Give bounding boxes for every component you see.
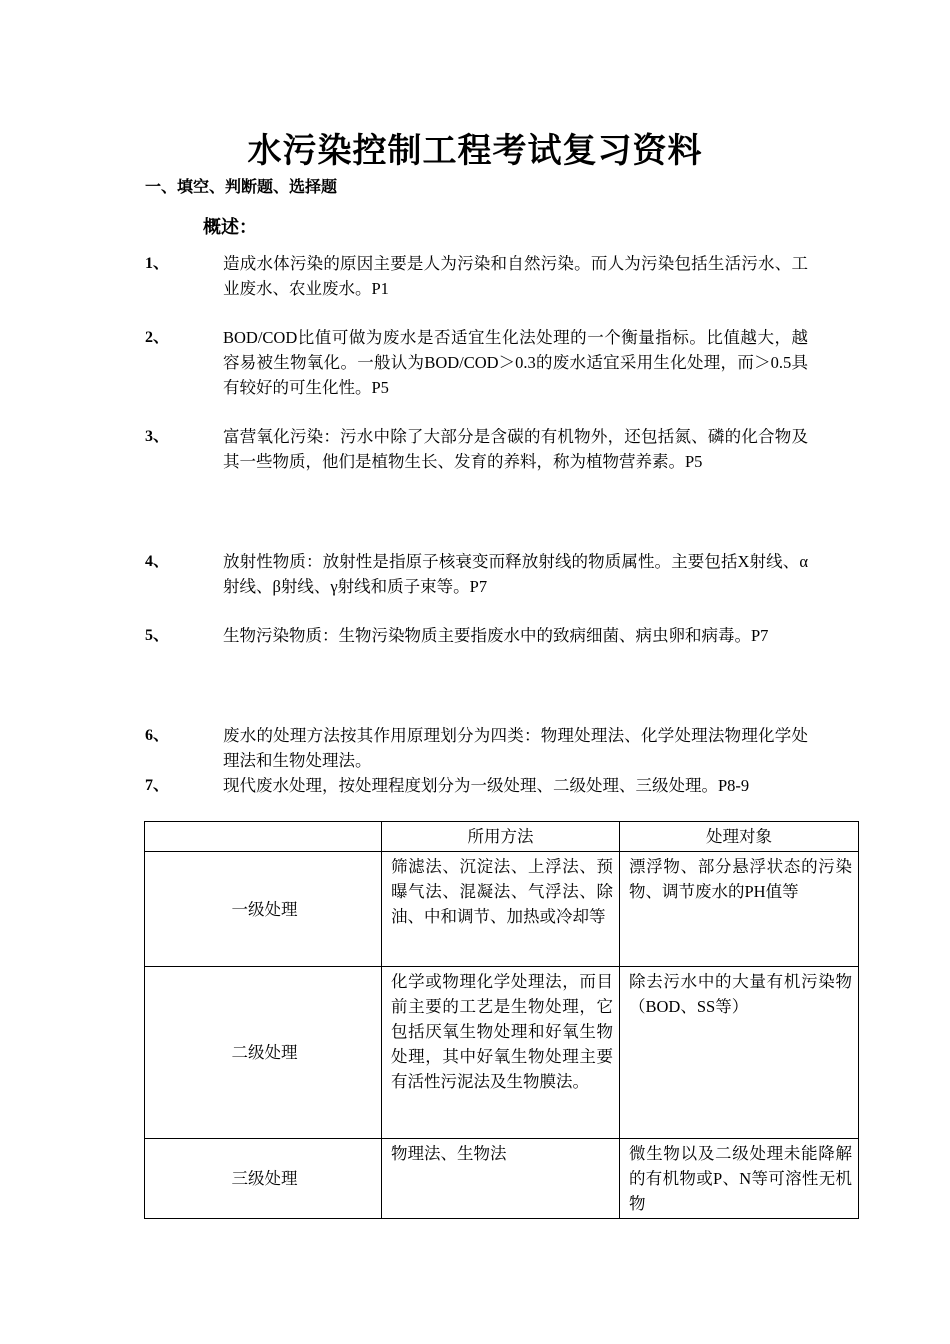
- item-number: 7、: [145, 777, 170, 794]
- item-number: 3、: [145, 428, 170, 445]
- item-text: 放射性物质：放射性是指原子核衰变而释放射线的物质属性。主要包括X射线、α射线、β射线、γ射线和质子束等。P7: [223, 552, 808, 596]
- header-cell-level: [145, 822, 382, 852]
- table-row: [145, 852, 859, 967]
- document-title: 水污染控制工程考试复习资料: [247, 133, 703, 170]
- target-cell: 除去污水中的大量有机污染物（BOD、SS等）: [620, 967, 859, 1139]
- table-header-row: [145, 822, 859, 852]
- header-cell-method: 所用方法: [382, 822, 620, 852]
- header-cell-target: 处理对象: [620, 822, 859, 852]
- target-cell: 微生物以及二级处理未能降解的有机物或P、N等可溶性无机物: [620, 1139, 859, 1219]
- item-text: 造成水体污染的原因主要是人为污染和自然污染。而人为污染包括生活污水、工业废水、农业废水。P1: [223, 254, 808, 298]
- method-cell: 化学或物理化学处理法，而目前主要的工艺是生物处理，它包括厌氧生物处理和好氧生物处理，其中好氧生物处理主要有活性污泥法及生物膜法。: [382, 967, 620, 1139]
- item-text: 生物污染物质：生物污染物质主要指废水中的致病细菌、病虫卵和病毒。P7: [223, 626, 769, 645]
- table-row: [145, 1139, 859, 1219]
- item-number: 1、: [145, 255, 170, 272]
- item-text: 废水的处理方法按其作用原理划分为四类：物理处理法、化学处理法物理化学处理法和生物处理法。: [223, 726, 808, 770]
- level-cell: 三级处理: [145, 1139, 382, 1219]
- item-number: 2、: [145, 329, 170, 346]
- item-number: 6、: [145, 727, 170, 744]
- level-cell: 二级处理: [145, 967, 382, 1139]
- sub-heading: 概述：: [203, 217, 257, 237]
- item-text: 富营氧化污染：污水中除了大部分是含碳的有机物外，还包括氮、磷的化合物及其一些物质，他们是植物生长、发育的养料，称为植物营养素。P5: [223, 427, 808, 471]
- item-text: BOD/COD比值可做为废水是否适宜生化法处理的一个衡量指标。比值越大，越容易被生物氧化。一般认为BOD/COD＞0.3的废水适宜采用生化处理，而＞0.5具有较好的可生化性。P5: [223, 328, 808, 397]
- table-row: [145, 967, 859, 1139]
- target-cell: 漂浮物、部分悬浮状态的污染物、调节废水的PH值等: [620, 852, 859, 967]
- item-number: 4、: [145, 553, 170, 570]
- item-number: 5、: [145, 627, 170, 644]
- item-text: 现代废水处理，按处理程度划分为一级处理、二级处理、三级处理。P8-9: [223, 776, 750, 795]
- level-cell: 一级处理: [145, 852, 382, 967]
- section-heading: 一、填空、判断题、选择题: [145, 179, 338, 196]
- method-cell: 物理法、生物法: [382, 1139, 620, 1219]
- treatment-levels-table: [144, 821, 859, 1219]
- method-cell: 筛滤法、沉淀法、上浮法、预曝气法、混凝法、气浮法、除油、中和调节、加热或冷却等: [382, 852, 620, 967]
